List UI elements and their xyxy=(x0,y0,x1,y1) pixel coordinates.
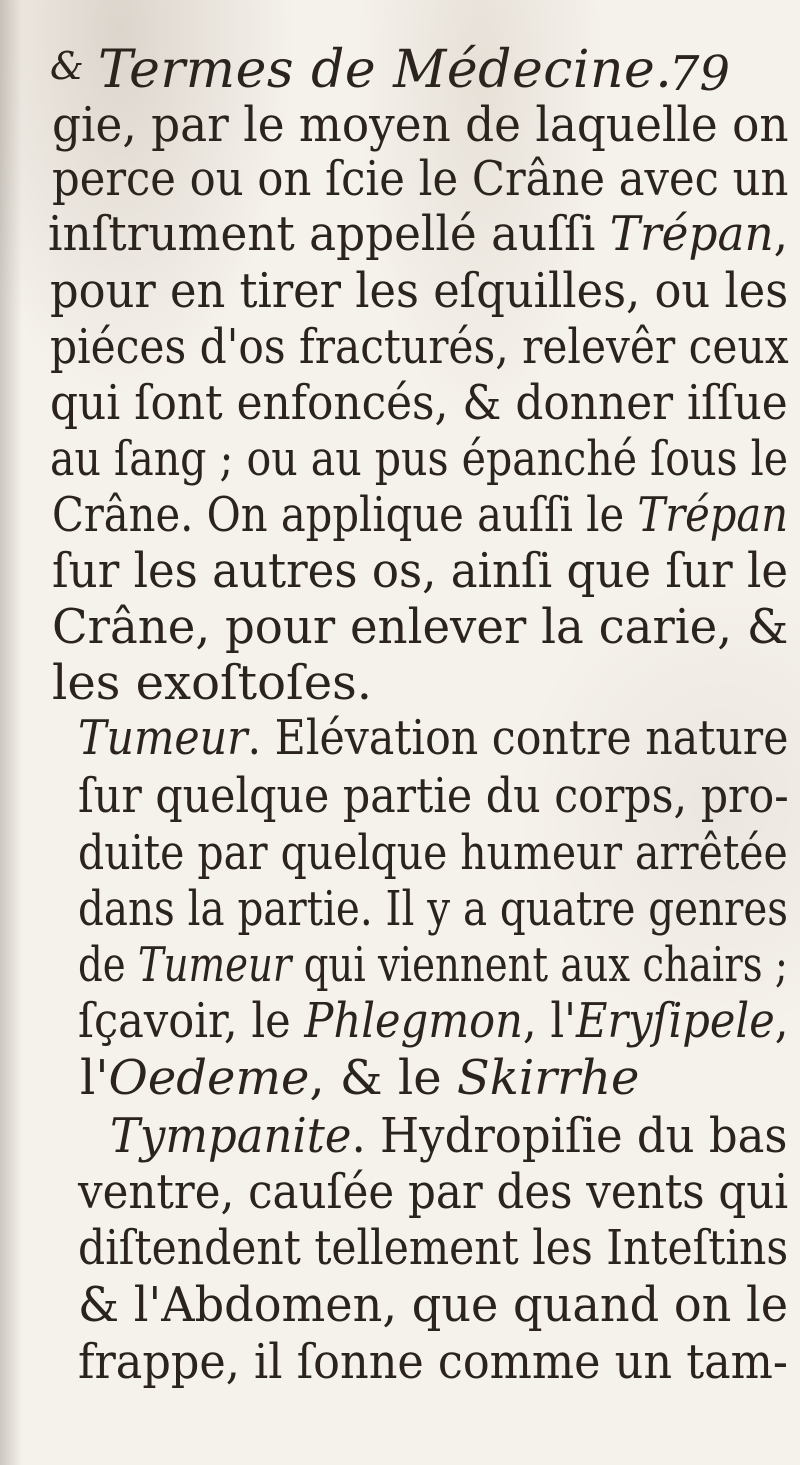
text-line xyxy=(52,654,372,712)
text-segment: , xyxy=(773,206,789,262)
italic-term: Trépan xyxy=(637,487,789,543)
text-segment: perce ou on ſcie le Crâne avec un xyxy=(52,151,789,207)
text-segment: pour en tirer les eſquilles, ou les xyxy=(50,263,789,319)
page-edge-shadow xyxy=(0,0,22,1465)
text-segment: , l' xyxy=(522,993,576,1049)
italic-term: Phlegmon xyxy=(304,993,523,1049)
text-segment: , & le xyxy=(309,1050,457,1106)
text-segment: de xyxy=(78,937,138,993)
text-line xyxy=(78,1276,788,1334)
text-segment: & l'Abdomen, que quand on le xyxy=(78,1277,789,1333)
text-line xyxy=(50,262,788,320)
text-segment: au ſang ; ou au pus épanché ſous le xyxy=(50,431,789,487)
text-segment: ventre, cauſée par des vents qui xyxy=(78,1164,789,1220)
text-segment: ſur quelque partie du corps, pro- xyxy=(78,768,789,824)
page-header xyxy=(50,40,750,102)
text-line xyxy=(110,1107,787,1165)
text-segment: qui viennent aux chairs ; xyxy=(291,937,788,993)
text-segment: les exoſtoſes. xyxy=(52,655,373,711)
text-segment: ſur les autres os, ainſi que ſur le xyxy=(52,543,789,599)
text-line xyxy=(78,880,788,938)
text-segment: dans la partie. Il y a quatre genres xyxy=(78,881,789,937)
text-segment: . Elévation contre nature xyxy=(247,710,789,766)
text-line xyxy=(50,318,789,376)
text-line xyxy=(78,824,788,882)
text-segment: Crâne. On applique auſſi le xyxy=(52,487,638,543)
running-title: Termes de Médecine. xyxy=(98,40,673,100)
text-segment: piéces d'os fracturés, relevêr ceux xyxy=(50,319,789,375)
text-line xyxy=(52,96,789,154)
italic-term: Tumeur xyxy=(137,937,292,993)
text-line xyxy=(78,709,788,767)
text-segment: inſtrument appellé auſſi xyxy=(48,206,610,262)
text-segment: duite par quelque humeur arrêtée xyxy=(78,825,788,881)
text-segment: gie, par le moyen de laquelle on xyxy=(52,97,789,153)
text-line xyxy=(78,1333,788,1391)
italic-term: Skirrhe xyxy=(456,1050,640,1106)
text-segment: l' xyxy=(80,1050,109,1106)
text-line xyxy=(80,1049,639,1107)
text-segment: Crâne, pour enlever la carie, & xyxy=(52,599,789,655)
text-line xyxy=(78,767,789,825)
page-number: 79 xyxy=(668,46,730,102)
text-line xyxy=(52,598,788,656)
text-segment: qui ſont enfoncés, & donner iſſue xyxy=(50,375,788,431)
text-segment: , xyxy=(774,993,789,1049)
text-line xyxy=(52,486,788,544)
text-line xyxy=(78,936,788,994)
italic-term: Trépan xyxy=(609,206,774,262)
text-line xyxy=(52,150,788,208)
text-segment: . Hydropiſie du bas xyxy=(351,1108,788,1164)
text-line xyxy=(78,1219,788,1277)
text-line xyxy=(50,430,788,488)
text-segment: ſçavoir, le xyxy=(78,993,305,1049)
text-line xyxy=(52,542,788,600)
text-line xyxy=(48,205,788,263)
text-line xyxy=(50,374,788,432)
text-segment: diſtendent tellement les Inteſtins xyxy=(78,1220,789,1276)
text-line xyxy=(78,992,788,1050)
header-ampersand: & xyxy=(50,44,84,88)
italic-term: Eryſipele xyxy=(575,993,775,1049)
text-segment: frappe, il ſonne comme un tam- xyxy=(78,1334,788,1390)
italic-term: Tumeur xyxy=(78,710,248,766)
text-line xyxy=(78,1163,788,1221)
italic-term: Oedeme xyxy=(108,1050,310,1106)
italic-term: Tympanite xyxy=(110,1108,352,1164)
